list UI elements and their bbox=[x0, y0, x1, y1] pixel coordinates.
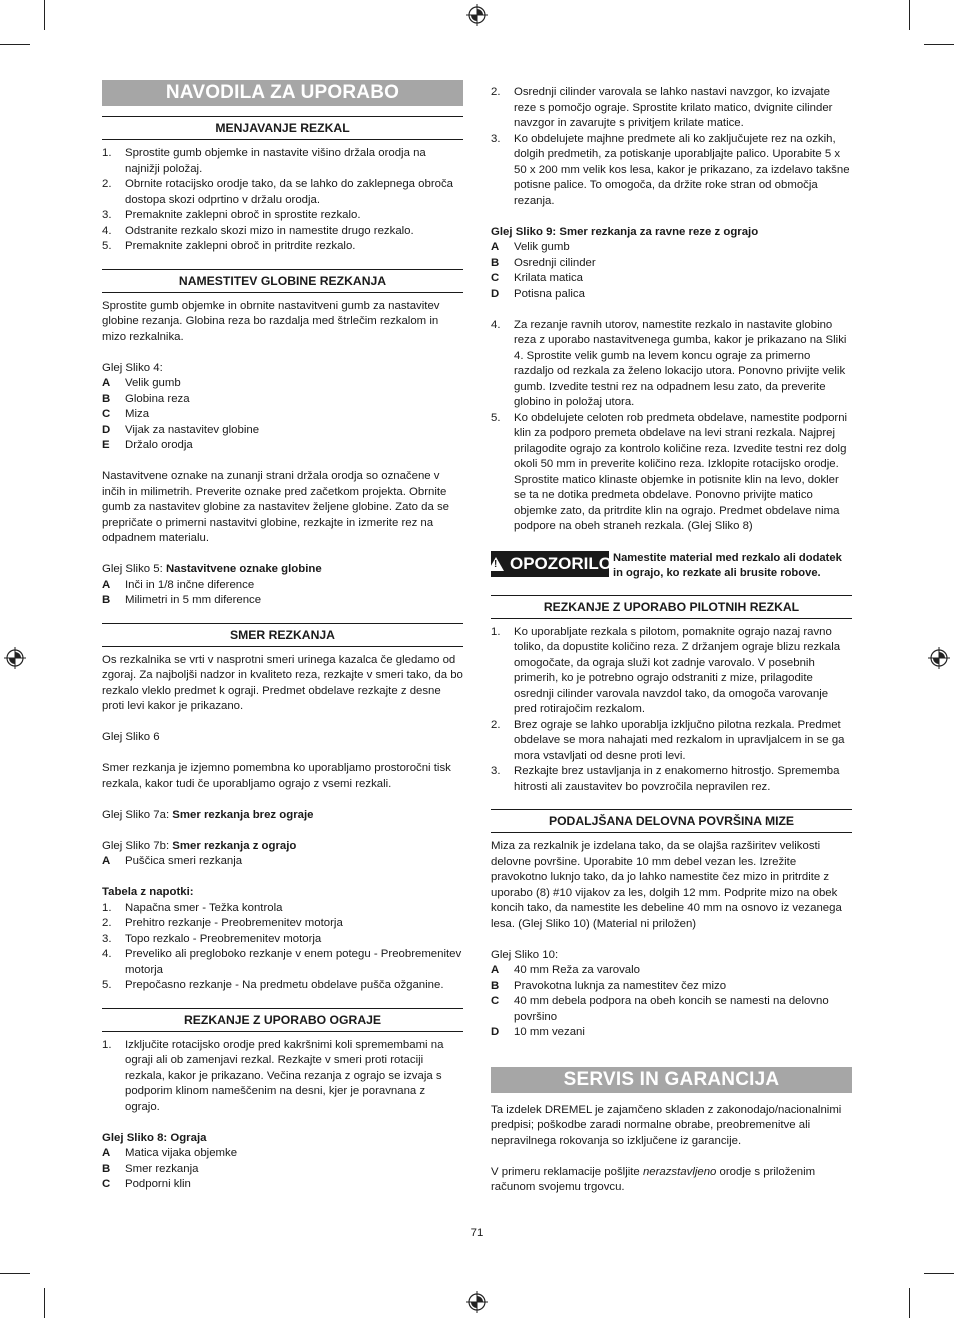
list-item bbox=[491, 994, 852, 1025]
text-run: V primeru reklamacije pošljite bbox=[491, 1165, 643, 1178]
list-item-text: Pravokotna luknja za namestitev čez mizo bbox=[514, 979, 727, 992]
list-item-marker: 1. bbox=[102, 147, 112, 159]
list-item-text: Puščica smeri rezkanja bbox=[125, 855, 243, 867]
list-item-marker: A bbox=[102, 377, 111, 389]
page-number: 71 bbox=[470, 1227, 484, 1239]
list-item bbox=[491, 240, 852, 256]
list-item bbox=[102, 1177, 463, 1193]
list-item-marker: D bbox=[491, 287, 500, 300]
list-item-marker: D bbox=[102, 423, 111, 436]
warning-triangle-icon bbox=[488, 557, 504, 571]
list-item-text: Velik gumb bbox=[514, 241, 570, 253]
text-run-italic: nerazstavljeno bbox=[642, 1165, 717, 1178]
figure-reference bbox=[102, 839, 463, 855]
paragraph bbox=[491, 1165, 852, 1196]
warning-text: Namestite material med rezkalo ali dodatek in ograjo, ko rezkate ali brusite robove. bbox=[613, 551, 842, 579]
list-item-marker: A bbox=[491, 241, 500, 253]
list-item bbox=[491, 718, 852, 765]
list-item bbox=[491, 85, 852, 132]
list-item bbox=[102, 1146, 463, 1162]
list-item-text: Topo rezkalo - Preobremenitev motorja bbox=[125, 932, 322, 945]
changing-bits-steps bbox=[102, 146, 463, 255]
list-item-marker: 2. bbox=[102, 917, 112, 929]
list-item-marker: C bbox=[491, 272, 500, 284]
list-item-marker: 3. bbox=[102, 209, 112, 221]
list-item-text: Odstranite rezkalo skozi mizo in namestite drugo rezkalo. bbox=[125, 224, 414, 237]
crop-mark bbox=[924, 44, 954, 45]
section-heading-changing-bits: MENJAVANJE REZKAL bbox=[102, 116, 463, 140]
paragraph: Sprostite gumb objemke in obrnite nastavitveni gumb za nastavitev globine rezanja. Globina reza bo razdalja med štrlečim rezkalom in mizo rezkalnika. bbox=[102, 299, 440, 343]
right-column bbox=[491, 85, 852, 1196]
list-item-text: Osrednji cilinder varovala se lahko nastavi navzgor, ko izvajate reze s pomočjo ograje. Sprostite krilato matico, dvignite cilinder navzgor in zavarujte s privitjem krilate matice. bbox=[514, 86, 833, 129]
section-heading-cut-depth: NAMESTITEV GLOBINE REZKANJA bbox=[102, 269, 463, 293]
list-item-text: Matica vijaka objemke bbox=[125, 1147, 238, 1159]
list-item-text: Za rezanje ravnih utorov, namestite rezkalo in nastavite globino reza z uporabo nastavitvenega gumba, kakor je prikazano na Sliki 4. Sprostite velik gumb na levem koncu ograje za primerno razdaljo od rezkala za želeno lokacijo utora. Ponovno privijte velik gumb. Izvedite testni rez na odpadnem lesu zato, da preverite globino in položaj utora. bbox=[514, 318, 847, 408]
figure-ref-prefix: Glej Sliko 7b: bbox=[102, 839, 173, 852]
list-item bbox=[102, 438, 463, 454]
list-item-text: Velik gumb bbox=[125, 377, 181, 389]
list-item-marker: A bbox=[102, 855, 111, 867]
service-title: SERVIS IN GARANCIJA bbox=[491, 1067, 852, 1093]
text-run: orodje s priloženim računom svojemu trgovcu. bbox=[491, 1165, 816, 1193]
section-heading-fence-routing: REZKANJE Z UPORABO OGRAJE bbox=[102, 1008, 463, 1032]
list-item bbox=[102, 947, 463, 978]
list-item bbox=[491, 132, 852, 210]
figure-ref-title: Glej Sliko 8: Ograja bbox=[102, 1131, 207, 1144]
warning-badge bbox=[491, 551, 612, 577]
figure-4-legend bbox=[102, 376, 463, 454]
list-item bbox=[102, 177, 463, 208]
list-item-marker: E bbox=[102, 439, 110, 451]
list-item-text: Ko obdelujete majhne predmete ali ko zaključujete rez na ozkih, dolgih predmetih, za potiskanje uporabljajte palico. Uporabite 5 x 50 x 200 mm velik kos lesa, kakor je prikazano, za izdelavo takšne potisne palice. To omogoča, da držite roke stran od območja rezanja. bbox=[514, 132, 850, 207]
list-item-text: Obrnite rotacijsko orodje tako, da se lahko do zaklepnega obroča dostopa skozi odprtino v držalu orodja. bbox=[125, 178, 453, 206]
list-item-marker: 2. bbox=[491, 718, 501, 731]
list-item bbox=[491, 625, 852, 718]
list-item bbox=[102, 423, 463, 439]
list-item-text: Osrednji cilinder bbox=[514, 256, 596, 269]
list-item-text: 40 mm Reža za varovalo bbox=[514, 964, 640, 976]
list-item-text: Krilata matica bbox=[514, 272, 584, 284]
list-item bbox=[102, 932, 463, 948]
list-item-marker: B bbox=[102, 1162, 111, 1175]
list-item bbox=[102, 1162, 463, 1178]
list-item-text: Držalo orodja bbox=[125, 439, 193, 451]
figure-reference bbox=[491, 225, 852, 241]
list-item bbox=[102, 376, 463, 392]
list-item-marker: 5. bbox=[102, 979, 112, 991]
list-item-marker: C bbox=[102, 408, 111, 420]
list-item-text: Izključite rotacijsko orodje pred kakršnimi koli spremembami na ograji ali ob zamenjavi rezkal. Rezkajte v smeri proti rotaciji rezkala, kakor je prikazano. Večina rezanja z ograjo se izvaja s podporim klinom nameščenim na desni, kjer je poravnana z ograjo. bbox=[125, 1038, 444, 1113]
list-item-marker: 3. bbox=[102, 932, 112, 945]
left-column bbox=[102, 80, 463, 1193]
list-item-marker: B bbox=[491, 256, 500, 269]
list-item bbox=[491, 256, 852, 272]
list-item bbox=[102, 239, 463, 255]
list-item bbox=[491, 963, 852, 979]
fence-routing-steps-continued-2 bbox=[491, 318, 852, 535]
list-item-text: Podporni klin bbox=[125, 1178, 191, 1190]
list-item-text: Globina reza bbox=[125, 392, 190, 405]
list-item-text: Ko obdelujete celoten rob predmeta obdelave, namestite podporni klin za podporo premeta obdelave na levi strani rezkala. Najprej prilagodite ograjo za kontrolo količine reza. Izvedite testni rez dolg okoli 50 mm in preverite količino reza. Izklopite rotacijsko orodje. Sprostite matico klinaste objemke in potisnite klin na levo, dokler se ta ne dotika predmeta obdelave. Ponovno privijte matico objemke zato, da pritrdite klin na ograjo. Predmet obdelave nima podpore na obeh straneh rezkala. (Glej Sliko 8) bbox=[514, 411, 848, 532]
section-heading-extended-table: PODALJŠANA DELOVNA POVRŠINA MIZE bbox=[491, 809, 852, 833]
crop-mark bbox=[924, 1273, 954, 1274]
list-item bbox=[102, 854, 463, 870]
tips-table-title-text: Tabela z napotki: bbox=[102, 886, 194, 898]
list-item-marker: B bbox=[102, 392, 111, 405]
list-item-text: Sprostite gumb objemke in nastavite višino držala orodja na najnižji položaj. bbox=[125, 147, 426, 175]
list-item bbox=[491, 1025, 852, 1041]
list-item-text: Rezkajte brez ustavljanja in z enakomerno hitrostjo. Sprememba hitrosti ali zaustavitev bo povzročila nepravilen rez. bbox=[514, 765, 840, 793]
list-item bbox=[491, 979, 852, 995]
paragraph: Nastavitvene oznake na zunanji strani držala orodja so označene v inčih in milimetrih. Preverite oznake pred začetkom projekta. Obrnite gumb za nastavitev globine za nastavitev željene globine. Zato da se prepričate o primerni nastavitvi globine, rezkajte in izmerite rez na odpadnem materialu. bbox=[102, 470, 449, 544]
list-item-marker: B bbox=[491, 979, 500, 992]
figure-9-legend bbox=[491, 240, 852, 302]
figure-reference bbox=[102, 562, 463, 578]
warning-mark: ! bbox=[494, 558, 498, 570]
list-item-text: Prehitro rezkanje - Preobremenitev motorja bbox=[125, 917, 343, 929]
figure-5-legend bbox=[102, 578, 463, 609]
list-item-marker: A bbox=[102, 578, 111, 591]
figure-ref-prefix: Glej Sliko 5: bbox=[102, 563, 166, 575]
figure-reference: Glej Sliko 4: bbox=[102, 361, 163, 374]
list-item-text: Milimetri in 5 mm diference bbox=[125, 594, 262, 606]
paragraph: Miza za rezkalnik je izdelana tako, da se olajša razširitev velikosti delovne površine. Uporabite 10 mm debel vezan les. Izrežite pravokotno luknjo tako, da jo lahko namestite čez mizo in pritrdite z uporabo (8) #10 vijakov za les, dolgih 12 mm. Podprite mizo na obek koncih tako, da namestite les debeline 40 mm na osnovo iz vezanega lesa. (Glej Sliko 10) (Material ni priložen) bbox=[491, 840, 842, 930]
paragraph: Os rezkalnika se vrti v nasprotni smeri urinega kazalca če gledamo od zgoraj. Za najboljši nadzor in kvaliteto reza, rezkajte v smeri tako, da bo rezkalo vleklo predmet k ograji. Predmet obdelave rezkajte z desne proti levi kakor je prikazano. bbox=[102, 653, 463, 712]
list-item-marker: 2. bbox=[491, 86, 501, 98]
registration-mark-icon bbox=[928, 647, 950, 669]
list-item-marker: A bbox=[102, 1147, 111, 1159]
list-item bbox=[491, 764, 852, 795]
list-item-marker: C bbox=[491, 995, 500, 1007]
section-heading-routing-direction: SMER REZKANJA bbox=[102, 623, 463, 647]
list-item-text: Premaknite zaklepni obroč in sprostite rezkalo. bbox=[125, 209, 361, 221]
list-item bbox=[491, 411, 852, 535]
crop-mark bbox=[44, 0, 45, 30]
figure-reference bbox=[102, 1131, 463, 1147]
fence-routing-steps-continued bbox=[491, 85, 852, 209]
figure-reference: Glej Sliko 10: bbox=[491, 948, 559, 961]
list-item-text: Ko uporabljate rezkala s pilotom, pomaknite ograjo nazaj ravno toliko, da dopustite količino reza. Z držanjem ograje blizu rezkala omogočate, da ograja služi kot zadnje varovalo. V posebnih primerih, ko je potrebno ograjo odstraniti z mize, prilagodite osrednji cilinder varovala navzdol tako, da omogoča varovanje pred rotirajočim rezkalom. bbox=[514, 625, 841, 715]
crop-mark bbox=[0, 44, 30, 45]
list-item-text: Vijak za nastavitev globine bbox=[125, 423, 260, 436]
list-item-marker: 3. bbox=[491, 765, 501, 777]
list-item bbox=[491, 271, 852, 287]
list-item-marker: 2. bbox=[102, 178, 112, 190]
crop-mark bbox=[0, 1273, 30, 1274]
list-item-marker: 4. bbox=[102, 948, 112, 960]
list-item bbox=[102, 978, 463, 994]
list-item-text: 10 mm vezani bbox=[514, 1026, 585, 1038]
list-item bbox=[102, 392, 463, 408]
list-item-text: Potisna palica bbox=[514, 287, 585, 300]
list-item bbox=[102, 146, 463, 177]
figure-ref-title: Smer rezkanja z ograjo bbox=[172, 839, 297, 852]
list-item-text: Prepočasno rezkanje - Na predmetu obdelave pušča ožganine. bbox=[125, 979, 444, 991]
list-item bbox=[102, 407, 463, 423]
list-item bbox=[102, 916, 463, 932]
list-item-marker: 1. bbox=[102, 901, 112, 914]
list-item-marker: 1. bbox=[102, 1038, 112, 1051]
crop-mark bbox=[44, 1288, 45, 1318]
list-item bbox=[102, 224, 463, 240]
list-item-marker: 5. bbox=[491, 411, 501, 424]
list-item bbox=[102, 208, 463, 224]
list-item-marker: 1. bbox=[491, 625, 501, 638]
figure-ref-prefix: Glej Sliko 7a: bbox=[102, 808, 173, 821]
figure-8-legend bbox=[102, 1146, 463, 1193]
paragraph: Smer rezkanja je izjemno pomembna ko uporabljamo prostoročni tisk rezkala, kakor tudi če uporabljamo ograjo z vsemi rezkali. bbox=[102, 762, 451, 790]
list-item-marker: 3. bbox=[491, 132, 501, 145]
list-item-marker: 5. bbox=[102, 240, 112, 252]
list-item-text: Premaknite zaklepni obroč in pritrdite rezkalo. bbox=[125, 240, 356, 252]
list-item-text: Brez ograje se lahko uporablja izključno pilotna rezkala. Predmet obdelave se mora nahajati med rezkalom in upravljalcem in se ga mora vstavljati od desne proti levi. bbox=[514, 718, 845, 762]
list-item-marker: D bbox=[491, 1026, 500, 1038]
crop-mark bbox=[909, 0, 910, 30]
figure-10-legend bbox=[491, 963, 852, 1041]
list-item-marker: B bbox=[102, 594, 111, 606]
list-item-marker: 4. bbox=[491, 318, 501, 331]
warning-box bbox=[491, 551, 852, 581]
registration-mark-icon bbox=[466, 4, 488, 26]
list-item-text: Miza bbox=[125, 408, 150, 420]
figure-ref-title: Glej Sliko 9: Smer rezkanja za ravne reze z ograjo bbox=[491, 225, 759, 238]
list-item-text: 40 mm debela podpora na obeh koncih se namesti na delovno površino bbox=[514, 995, 829, 1023]
tips-table-title bbox=[102, 885, 463, 901]
list-item-marker: 4. bbox=[102, 224, 112, 237]
figure-reference: Glej Sliko 6 bbox=[102, 731, 160, 743]
figure-7-legend bbox=[102, 854, 463, 870]
warning-label: OPOZORILO bbox=[510, 553, 612, 573]
paragraph: Ta izdelek DREMEL je zajamčeno skladen z zakonodajo/nacionalnimi predpisi; poškodbe zaradi normalne obrabe, preobremenitve ali nepravilnega rokovanja so izključene iz garancije. bbox=[491, 1103, 842, 1147]
list-item-marker: C bbox=[102, 1178, 111, 1190]
list-item bbox=[102, 578, 463, 594]
tips-table-list bbox=[102, 901, 463, 994]
section-heading-piloted-bits: REZKANJE Z UPORABO PILOTNIH REZKAL bbox=[491, 595, 852, 619]
registration-mark-icon bbox=[4, 647, 26, 669]
crop-mark bbox=[909, 1288, 910, 1318]
piloted-bits-steps bbox=[491, 625, 852, 796]
figure-reference bbox=[102, 808, 463, 824]
list-item-text: Inči in 1/8 inčne diference bbox=[125, 578, 255, 591]
list-item bbox=[102, 901, 463, 917]
page-title: NAVODILA ZA UPORABO bbox=[102, 80, 463, 106]
fence-routing-steps bbox=[102, 1038, 463, 1116]
list-item bbox=[102, 593, 463, 609]
figure-ref-title: Nastavitvene oznake globine bbox=[165, 563, 322, 575]
list-item bbox=[102, 1038, 463, 1116]
list-item-marker: A bbox=[491, 964, 500, 976]
list-item-text: Preveliko ali pregloboko rezkanje v enem potegu - Preobremenitev motorja bbox=[125, 948, 462, 976]
list-item bbox=[491, 287, 852, 303]
list-item bbox=[491, 318, 852, 411]
list-item-text: Smer rezkanja bbox=[125, 1162, 199, 1175]
figure-ref-title: Smer rezkanja brez ograje bbox=[172, 808, 314, 821]
registration-mark-icon bbox=[466, 1291, 488, 1313]
list-item-text: Napačna smer - Težka kontrola bbox=[125, 901, 283, 914]
